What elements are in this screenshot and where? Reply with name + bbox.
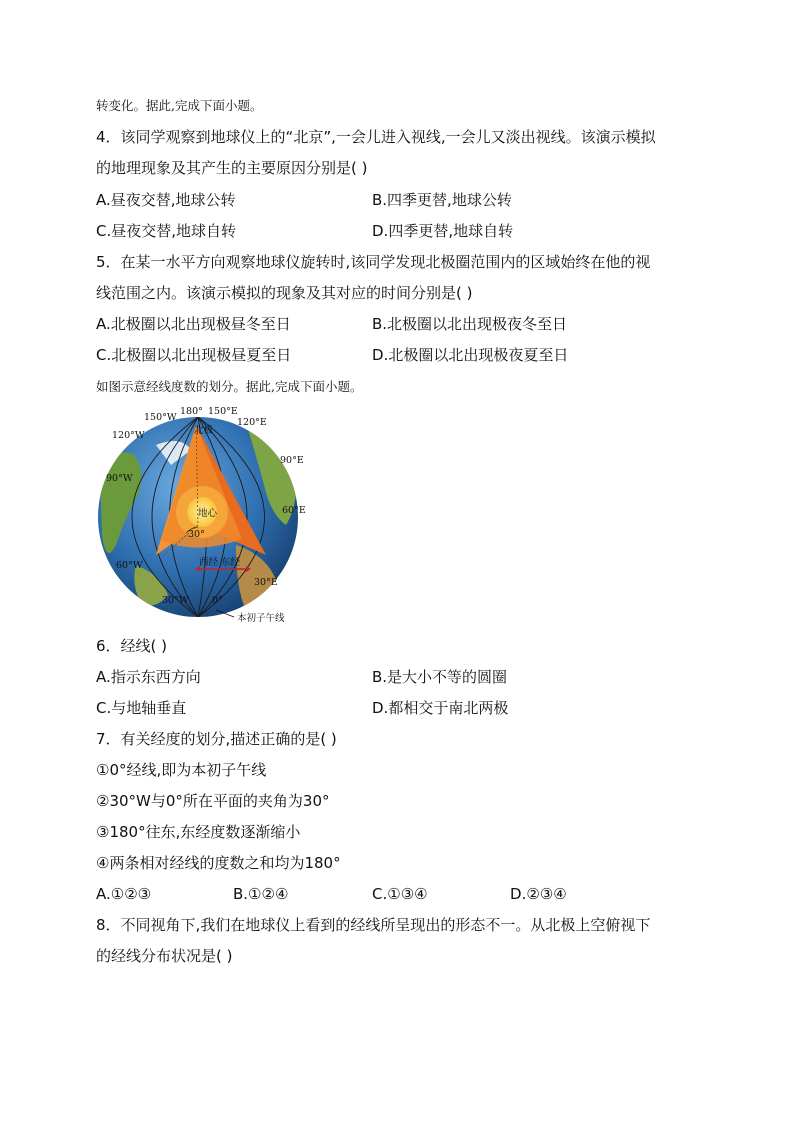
q7-stem: 7．有关经度的划分,描述正确的是( ) [96, 730, 337, 748]
q6-option-c[interactable]: C.与地轴垂直 [96, 699, 187, 717]
figure-intro-text: 如图示意经线度数的划分。据此,完成下面小题。 [96, 379, 363, 394]
intro-tail-text: 转变化。据此,完成下面小题。 [96, 98, 263, 113]
q4-stem-line2: 的地理现象及其产生的主要原因分别是( ) [96, 159, 368, 177]
label-180: 180° [180, 406, 203, 417]
q5-stem-line1: 5．在某一水平方向观察地球仪旋转时,该同学发现北极圈范围内的区域始终在他的视 [96, 253, 651, 271]
q4-option-c[interactable]: C.昼夜交替,地球自转 [96, 222, 237, 240]
label-30-angle: 30° [188, 529, 205, 540]
q6-stem: 6．经线( ) [96, 637, 168, 655]
q7-statement-2: ②30°W与0°所在平面的夹角为30° [96, 792, 330, 810]
q4-option-a[interactable]: A.昼夜交替,地球公转 [96, 191, 236, 209]
label-60e: 60°E [282, 505, 306, 516]
q7-statement-1: ①0°经线,即为本初子午线 [96, 761, 267, 779]
label-120w: 120°W [112, 430, 145, 441]
q8-stem-line1: 8．不同视角下,我们在地球仪上看到的经线所呈现出的形态不一。从北极上空俯视下 [96, 916, 651, 934]
q6-option-d[interactable]: D.都相交于南北两极 [372, 699, 509, 717]
q7-option-a[interactable]: A.①②③ [96, 885, 152, 903]
label-earth-center: 地心 [198, 508, 218, 519]
label-90w: 90°W [106, 473, 133, 484]
label-150w: 150°W [144, 412, 177, 423]
label-30e: 30°E [254, 577, 278, 588]
label-west-east: 西经 东经 [199, 557, 241, 568]
q7-statement-3: ③180°往东,东经度数逐渐缩小 [96, 823, 301, 841]
globe-meridian-figure [96, 405, 306, 627]
q7-option-b[interactable]: B.①②④ [233, 885, 289, 903]
label-150e: 150°E [208, 406, 238, 417]
q5-option-a[interactable]: A.北极圈以北出现极昼冬至日 [96, 315, 291, 333]
q8-stem-line2: 的经线分布状况是( ) [96, 947, 233, 965]
q5-option-c[interactable]: C.北极圈以北出现极昼夏至日 [96, 346, 292, 364]
q7-option-c[interactable]: C.①③④ [372, 885, 428, 903]
label-0: 0° [212, 595, 223, 606]
q4-option-b[interactable]: B.四季更替,地球公转 [372, 191, 512, 209]
q5-option-b[interactable]: B.北极圈以北出现极夜冬至日 [372, 315, 568, 333]
q5-stem-line2: 线范围之内。该演示模拟的现象及其对应的时间分别是( ) [96, 284, 473, 302]
q4-option-d[interactable]: D.四季更替,地球自转 [372, 222, 514, 240]
label-north-pole: 北极 [194, 425, 214, 436]
q5-option-d[interactable]: D.北极圈以北出现极夜夏至日 [372, 346, 569, 364]
label-30w: 30°W [162, 595, 189, 606]
label-prime-meridian: 本初子午线 [237, 613, 285, 624]
q7-statement-4: ④两条相对经线的度数之和均为180° [96, 854, 341, 872]
q6-option-a[interactable]: A.指示东西方向 [96, 668, 201, 686]
q6-option-b[interactable]: B.是大小不等的圆圈 [372, 668, 508, 686]
label-120e: 120°E [237, 417, 267, 428]
label-60w: 60°W [116, 560, 143, 571]
label-90e: 90°E [280, 455, 304, 466]
q4-stem-line1: 4．该同学观察到地球仪上的“北京”,一会儿进入视线,一会儿又淡出视线。该演示模拟 [96, 128, 656, 146]
q7-option-d[interactable]: D.②③④ [510, 885, 567, 903]
